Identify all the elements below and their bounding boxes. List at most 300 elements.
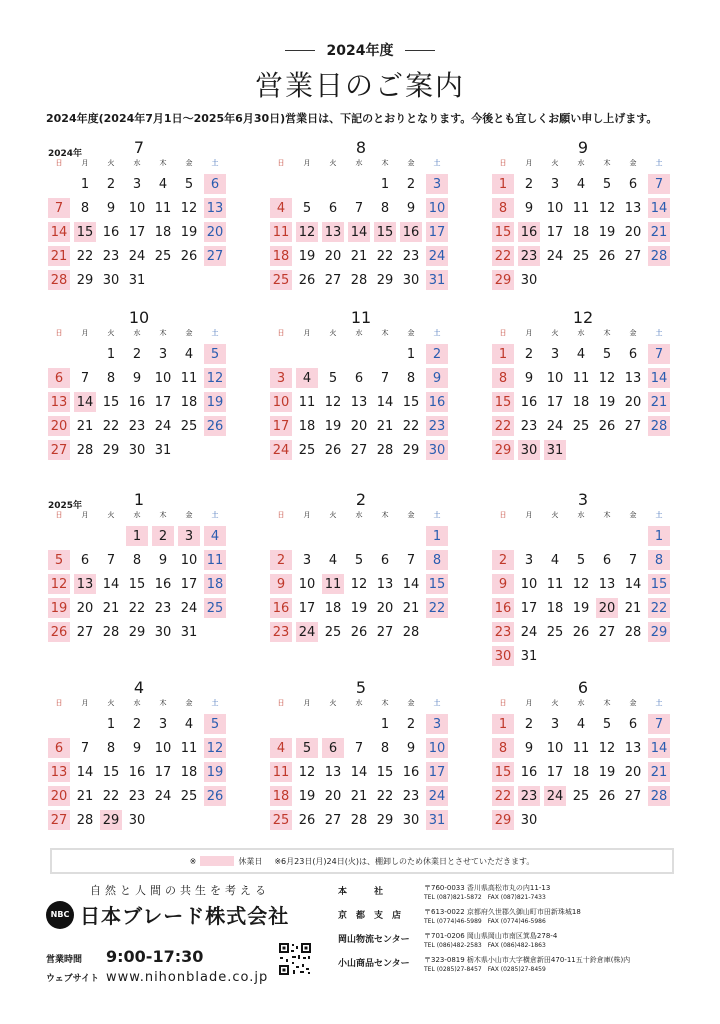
- holiday-cell: [516, 784, 542, 808]
- day-cell: [98, 712, 124, 736]
- day-cell: [516, 736, 542, 760]
- day-number: 7: [380, 370, 390, 386]
- day-number: 10: [426, 738, 448, 758]
- day-cell: [346, 268, 372, 292]
- day-cell: [542, 736, 568, 760]
- day-number: 19: [180, 224, 198, 240]
- day-number: 24: [180, 600, 198, 616]
- day-cell: [516, 808, 542, 832]
- day-cell: [568, 342, 594, 366]
- day-number: 20: [350, 418, 368, 434]
- day-number: 18: [572, 394, 590, 410]
- month-2025-1: [46, 490, 232, 644]
- day-cell: [176, 414, 202, 438]
- holiday-cell: [268, 620, 294, 644]
- day-number: 11: [180, 740, 198, 756]
- day-number: 5: [204, 714, 226, 734]
- day-cell: [542, 760, 568, 784]
- day-cell: [150, 760, 176, 784]
- weekday-label: 月: [303, 329, 311, 337]
- day-number: 8: [648, 550, 670, 570]
- day-number: 20: [324, 248, 342, 264]
- day-number: 24: [544, 786, 566, 806]
- weekday-label: 土: [211, 159, 219, 167]
- month-2025-3: [490, 490, 676, 668]
- day-number: 8: [106, 740, 116, 756]
- weekday-label: 月: [81, 511, 89, 519]
- day-number: 10: [298, 576, 316, 592]
- day-grid: [490, 342, 676, 462]
- day-number: 12: [572, 576, 590, 592]
- day-number: 3: [178, 526, 200, 546]
- weekday-label: 木: [603, 511, 611, 519]
- month-label: 4: [133, 678, 145, 697]
- day-cell: [98, 736, 124, 760]
- day-number: 20: [624, 764, 642, 780]
- day-grid: [268, 342, 454, 462]
- day-cell: [98, 438, 124, 462]
- day-cell: [346, 572, 372, 596]
- day-number: 27: [204, 246, 226, 266]
- holiday-cell: [268, 220, 294, 244]
- day-number: 7: [80, 740, 90, 756]
- day-number: 5: [296, 738, 318, 758]
- day-number: 3: [550, 176, 560, 192]
- day-cell: [398, 596, 424, 620]
- day-number: 25: [324, 624, 342, 640]
- day-cell: [124, 736, 150, 760]
- holiday-cell: [516, 438, 542, 462]
- day-cell: [150, 548, 176, 572]
- day-cell: [176, 760, 202, 784]
- day-number: 1: [106, 346, 116, 362]
- day-cell: [346, 244, 372, 268]
- day-cell: [98, 268, 124, 292]
- holiday-cell: [490, 736, 516, 760]
- weekday-header: [268, 328, 454, 342]
- day-number: 1: [126, 526, 148, 546]
- day-number: 29: [76, 272, 94, 288]
- day-number: 1: [492, 714, 514, 734]
- holiday-cell: [202, 784, 228, 808]
- day-cell: [542, 712, 568, 736]
- weekday-label: 日: [55, 699, 63, 707]
- weekday-label: 水: [577, 329, 585, 337]
- weekday-label: 月: [525, 159, 533, 167]
- day-number: 15: [492, 222, 514, 242]
- day-number: 19: [572, 600, 590, 616]
- day-cell: [150, 414, 176, 438]
- company-info: [46, 878, 316, 985]
- weekday-label: 月: [303, 511, 311, 519]
- day-number: 11: [322, 574, 344, 594]
- holiday-cell: [372, 220, 398, 244]
- empty-cell: [294, 342, 320, 366]
- day-number: 14: [624, 576, 642, 592]
- day-number: 4: [328, 552, 338, 568]
- holiday-cell: [490, 172, 516, 196]
- day-number: 11: [270, 222, 292, 242]
- weekday-header: [268, 698, 454, 712]
- day-number: 12: [296, 222, 318, 242]
- day-number: 29: [402, 442, 420, 458]
- day-cell: [620, 572, 646, 596]
- day-number: 30: [518, 440, 540, 460]
- day-cell: [620, 366, 646, 390]
- day-number: 7: [648, 714, 670, 734]
- day-number: 7: [106, 552, 116, 568]
- weekday-label: 日: [277, 699, 285, 707]
- day-number: 3: [426, 714, 448, 734]
- day-number: 17: [298, 600, 316, 616]
- holiday-cell: [268, 784, 294, 808]
- holiday-cell: [646, 760, 672, 784]
- day-cell: [372, 808, 398, 832]
- weekday-header: [490, 510, 676, 524]
- day-cell: [294, 196, 320, 220]
- holiday-cell: [424, 736, 450, 760]
- holiday-cell: [268, 244, 294, 268]
- day-cell: [124, 438, 150, 462]
- day-number: 28: [350, 272, 368, 288]
- day-cell: [150, 390, 176, 414]
- day-number: 25: [298, 442, 316, 458]
- day-cell: [346, 736, 372, 760]
- day-cell: [72, 784, 98, 808]
- holiday-cell: [202, 548, 228, 572]
- day-cell: [124, 172, 150, 196]
- day-number: 9: [158, 552, 168, 568]
- day-cell: [516, 196, 542, 220]
- weekday-label: 水: [577, 511, 585, 519]
- day-number: 21: [648, 762, 670, 782]
- business-hours: [46, 947, 316, 966]
- day-number: 18: [270, 246, 292, 266]
- day-cell: [398, 760, 424, 784]
- day-number: 13: [48, 762, 70, 782]
- day-number: 15: [402, 394, 420, 410]
- holiday-cell: [490, 390, 516, 414]
- day-number: 17: [546, 224, 564, 240]
- day-cell: [72, 808, 98, 832]
- weekday-label: 月: [81, 699, 89, 707]
- day-number: 13: [74, 574, 96, 594]
- day-number: 17: [270, 416, 292, 436]
- holiday-cell: [72, 390, 98, 414]
- day-cell: [594, 760, 620, 784]
- day-cell: [594, 220, 620, 244]
- day-number: 6: [48, 738, 70, 758]
- day-cell: [150, 244, 176, 268]
- weekday-label: 金: [185, 329, 193, 337]
- holiday-cell: [268, 736, 294, 760]
- day-cell: [72, 414, 98, 438]
- office-details: [424, 908, 581, 926]
- day-number: 12: [180, 200, 198, 216]
- day-number: 25: [572, 788, 590, 804]
- holiday-cell: [202, 736, 228, 760]
- holiday-cell: [490, 784, 516, 808]
- weekday-label: 木: [159, 699, 167, 707]
- day-number: 30: [402, 812, 420, 828]
- day-number: 15: [128, 576, 146, 592]
- weekday-label: 火: [107, 329, 115, 337]
- weekday-label: 木: [381, 159, 389, 167]
- holiday-cell: [294, 620, 320, 644]
- day-number: 26: [324, 442, 342, 458]
- day-number: 8: [380, 200, 390, 216]
- month-label: 2: [355, 490, 367, 509]
- office-details: [424, 932, 557, 950]
- day-number: 11: [154, 200, 172, 216]
- holiday-cell: [294, 220, 320, 244]
- day-cell: [294, 438, 320, 462]
- day-cell: [542, 196, 568, 220]
- day-cell: [320, 196, 346, 220]
- holiday-cell: [46, 784, 72, 808]
- day-number: 15: [376, 764, 394, 780]
- day-number: 13: [598, 576, 616, 592]
- holiday-cell: [646, 572, 672, 596]
- day-cell: [176, 620, 202, 644]
- weekday-label: 土: [433, 699, 441, 707]
- holiday-cell: [46, 366, 72, 390]
- day-cell: [320, 244, 346, 268]
- day-number: 25: [154, 248, 172, 264]
- day-cell: [398, 390, 424, 414]
- day-cell: [594, 736, 620, 760]
- weekday-label: 土: [433, 159, 441, 167]
- day-number: 4: [184, 346, 194, 362]
- day-number: 6: [354, 370, 364, 386]
- day-number: 14: [648, 738, 670, 758]
- day-cell: [72, 548, 98, 572]
- weekday-label: 日: [55, 511, 63, 519]
- day-number: 4: [184, 716, 194, 732]
- office-tel: TEL (086)482-2583 FAX (086)482-1863: [424, 942, 546, 949]
- day-cell: [72, 438, 98, 462]
- day-cell: [72, 620, 98, 644]
- weekday-label: 金: [629, 329, 637, 337]
- day-number: 22: [376, 788, 394, 804]
- day-number: 3: [158, 346, 168, 362]
- empty-cell: [320, 172, 346, 196]
- day-number: 28: [648, 416, 670, 436]
- day-number: 29: [648, 622, 670, 642]
- day-number: 15: [74, 222, 96, 242]
- day-number: 22: [492, 416, 514, 436]
- day-number: 16: [402, 764, 420, 780]
- empty-cell: [268, 524, 294, 548]
- day-cell: [346, 390, 372, 414]
- holiday-cell: [424, 244, 450, 268]
- holiday-cell: [594, 596, 620, 620]
- empty-cell: [346, 172, 372, 196]
- day-number: 6: [80, 552, 90, 568]
- weekday-label: 日: [55, 159, 63, 167]
- day-cell: [124, 596, 150, 620]
- weekday-header: [46, 698, 232, 712]
- divider: [285, 50, 315, 51]
- holiday-cell: [202, 414, 228, 438]
- day-number: 29: [102, 442, 120, 458]
- holiday-cell: [98, 808, 124, 832]
- day-number: 14: [348, 222, 370, 242]
- day-number: 26: [204, 786, 226, 806]
- day-cell: [320, 414, 346, 438]
- weekday-label: 月: [81, 159, 89, 167]
- day-number: 12: [598, 200, 616, 216]
- day-cell: [372, 390, 398, 414]
- holiday-cell: [268, 808, 294, 832]
- month-2024-8: [268, 138, 454, 292]
- day-number: 27: [376, 624, 394, 640]
- holiday-cell: [646, 548, 672, 572]
- empty-cell: [346, 712, 372, 736]
- day-number: 14: [648, 198, 670, 218]
- weekday-label: 水: [355, 159, 363, 167]
- day-cell: [594, 548, 620, 572]
- weekday-label: 火: [551, 699, 559, 707]
- day-cell: [346, 438, 372, 462]
- day-number: 10: [426, 198, 448, 218]
- holiday-cell: [268, 548, 294, 572]
- day-cell: [398, 438, 424, 462]
- website-link[interactable]: www.nihonblade.co.jp: [106, 970, 269, 985]
- empty-cell: [268, 712, 294, 736]
- day-number: 13: [350, 394, 368, 410]
- holiday-cell: [646, 620, 672, 644]
- day-number: 26: [180, 248, 198, 264]
- month-label: 8: [355, 138, 367, 157]
- day-cell: [124, 784, 150, 808]
- month-label: 9: [577, 138, 589, 157]
- month-2025-6: [490, 678, 676, 832]
- weekday-header: [490, 698, 676, 712]
- day-number: 18: [298, 418, 316, 434]
- office-list: [338, 884, 678, 980]
- empty-cell: [398, 524, 424, 548]
- day-number: 22: [492, 786, 514, 806]
- holiday-cell: [46, 196, 72, 220]
- day-number: 16: [520, 764, 538, 780]
- day-cell: [98, 620, 124, 644]
- day-number: 9: [406, 200, 416, 216]
- day-cell: [568, 712, 594, 736]
- office-entry: [338, 932, 678, 950]
- weekday-label: 水: [577, 159, 585, 167]
- day-number: 10: [546, 740, 564, 756]
- day-number: 19: [48, 598, 70, 618]
- empty-cell: [72, 342, 98, 366]
- day-number: 2: [132, 716, 142, 732]
- holiday-cell: [268, 366, 294, 390]
- holiday-cell: [490, 366, 516, 390]
- day-cell: [398, 712, 424, 736]
- day-number: 8: [492, 738, 514, 758]
- day-number: 22: [648, 598, 670, 618]
- day-number: 7: [80, 370, 90, 386]
- day-number: 8: [380, 740, 390, 756]
- day-number: 24: [546, 248, 564, 264]
- day-number: 5: [302, 200, 312, 216]
- hours-label: 営業時間: [46, 955, 83, 965]
- day-number: 1: [492, 344, 514, 364]
- day-number: 1: [406, 346, 416, 362]
- weekday-label: 火: [329, 511, 337, 519]
- holiday-cell: [646, 220, 672, 244]
- day-cell: [594, 196, 620, 220]
- day-cell: [294, 548, 320, 572]
- day-number: 27: [624, 418, 642, 434]
- day-number: 22: [102, 788, 120, 804]
- day-number: 2: [492, 550, 514, 570]
- day-number: 12: [48, 574, 70, 594]
- day-number: 13: [322, 222, 344, 242]
- day-cell: [398, 572, 424, 596]
- day-number: 4: [296, 368, 318, 388]
- holiday-cell: [490, 644, 516, 668]
- qr-code-icon[interactable]: [278, 942, 312, 976]
- weekday-label: 金: [185, 699, 193, 707]
- day-number: 15: [426, 574, 448, 594]
- day-number: 15: [102, 764, 120, 780]
- day-grid: [268, 172, 454, 292]
- day-cell: [72, 196, 98, 220]
- day-cell: [620, 172, 646, 196]
- day-number: 13: [624, 370, 642, 386]
- holiday-cell: [646, 596, 672, 620]
- day-cell: [516, 596, 542, 620]
- weekday-label: 水: [355, 329, 363, 337]
- month-label: 7: [133, 138, 145, 157]
- day-number: 17: [426, 222, 448, 242]
- office-name: 京 都 支 店: [338, 911, 402, 921]
- holiday-cell: [424, 220, 450, 244]
- day-cell: [176, 220, 202, 244]
- day-number: 23: [154, 600, 172, 616]
- day-cell: [294, 390, 320, 414]
- holiday-cell: [490, 414, 516, 438]
- holiday-cell: [646, 414, 672, 438]
- day-cell: [372, 366, 398, 390]
- holiday-cell: [46, 596, 72, 620]
- day-number: 5: [184, 176, 194, 192]
- day-cell: [568, 760, 594, 784]
- day-number: 16: [400, 222, 422, 242]
- office-address: 〒613-0022 京都府久世郡久御山町市田新珠城18: [424, 908, 581, 916]
- weekday-header: [46, 328, 232, 342]
- day-cell: [150, 220, 176, 244]
- day-number: 30: [102, 272, 120, 288]
- day-cell: [516, 760, 542, 784]
- day-number: 19: [598, 224, 616, 240]
- day-number: 28: [624, 624, 642, 640]
- day-number: 24: [128, 248, 146, 264]
- day-number: 19: [598, 394, 616, 410]
- holiday-cell: [202, 572, 228, 596]
- day-cell: [620, 548, 646, 572]
- holiday-cell: [294, 736, 320, 760]
- day-number: 17: [154, 764, 172, 780]
- weekday-label: 土: [433, 329, 441, 337]
- day-number: 23: [102, 248, 120, 264]
- day-number: 11: [572, 740, 590, 756]
- empty-cell: [490, 524, 516, 548]
- weekday-label: 月: [303, 159, 311, 167]
- day-number: 17: [426, 762, 448, 782]
- day-cell: [542, 244, 568, 268]
